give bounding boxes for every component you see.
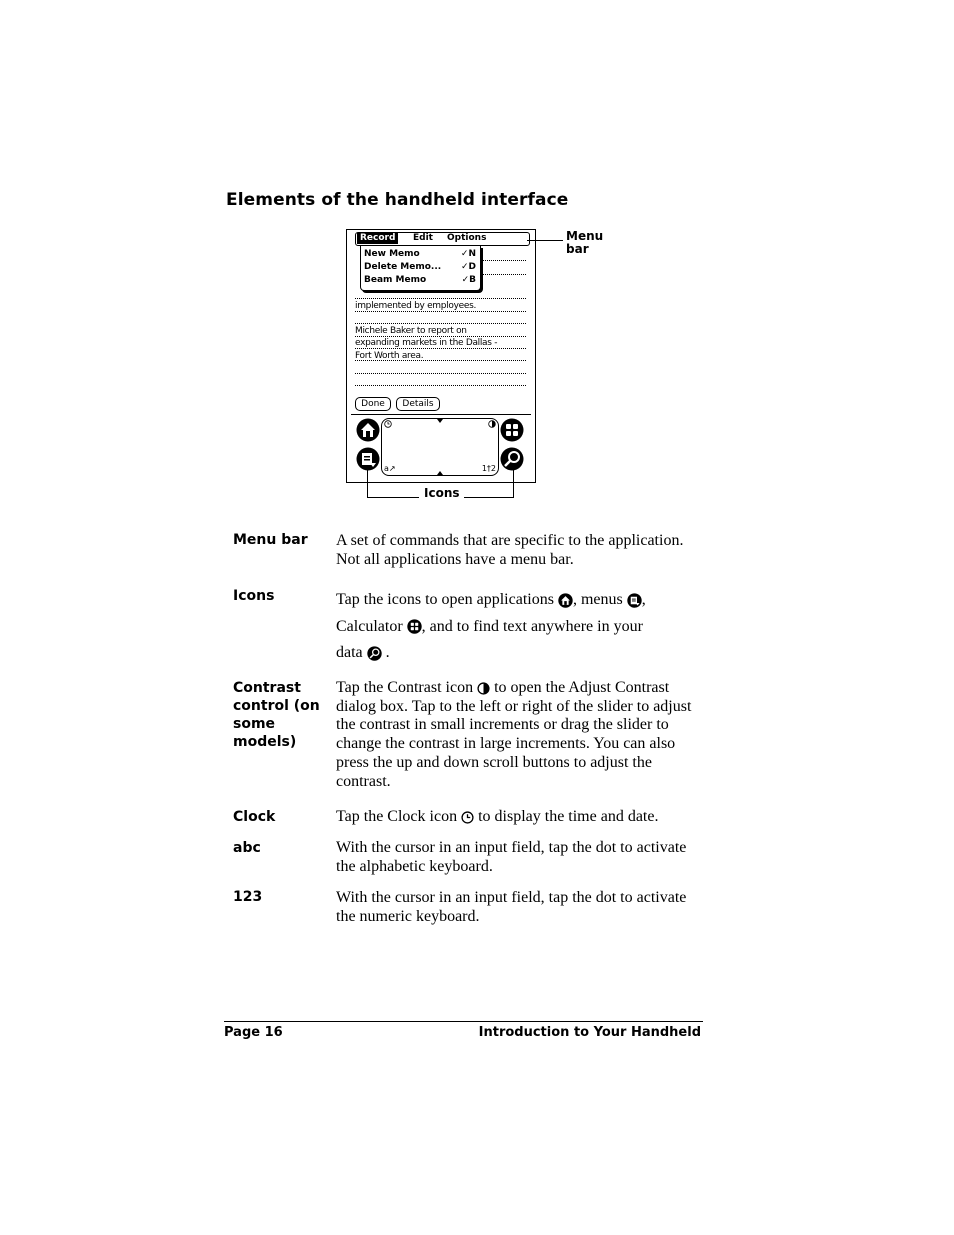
menu-item-label: New Memo bbox=[364, 249, 420, 259]
menu-icon[interactable] bbox=[356, 447, 380, 471]
done-button[interactable]: Done bbox=[355, 397, 391, 411]
desc-text: Tap the icons to open applications bbox=[336, 591, 554, 608]
graffiti-area[interactable] bbox=[381, 418, 499, 476]
abc-dot-label[interactable]: a↗ bbox=[384, 464, 396, 473]
rule-line bbox=[355, 336, 526, 337]
memo-text-line: Fort Worth area. bbox=[355, 351, 424, 361]
menu-bar-callout: Menu bar bbox=[566, 229, 604, 256]
handheld-figure bbox=[346, 229, 536, 483]
term-icons: Icons bbox=[233, 588, 275, 604]
menu-item-shortcut: ✓B bbox=[461, 275, 476, 285]
menu-bar[interactable] bbox=[355, 232, 530, 246]
menu-item-shortcut: ✓N bbox=[460, 249, 476, 259]
rule-line bbox=[355, 298, 526, 299]
calculator-icon[interactable] bbox=[500, 418, 524, 442]
handheld-screen bbox=[351, 230, 530, 413]
clock-icon[interactable] bbox=[384, 420, 392, 428]
details-button[interactable]: Details bbox=[396, 397, 440, 411]
desc-text: , bbox=[641, 591, 646, 608]
memo-text-line: expanding markets in the Dallas - bbox=[355, 338, 498, 348]
rule-line bbox=[483, 274, 526, 275]
screen-divider bbox=[351, 414, 531, 415]
desc-abc: With the cursor in an input field, tap the dot to activate the alphabetic keyboard. bbox=[336, 839, 687, 875]
footer-rule bbox=[224, 1021, 703, 1022]
desc-text: . bbox=[385, 644, 390, 661]
menu-item-label: Beam Memo bbox=[364, 275, 427, 285]
menu-record[interactable]: Record bbox=[357, 233, 398, 244]
menu-options[interactable]: Options bbox=[447, 233, 487, 243]
find-icon bbox=[367, 646, 382, 661]
term-clock: Clock bbox=[233, 809, 276, 825]
home-icon bbox=[558, 593, 573, 608]
icons-callout-line bbox=[367, 497, 419, 498]
desc-clock bbox=[336, 808, 706, 827]
icons-callout: Icons bbox=[424, 486, 460, 500]
rule-line bbox=[355, 385, 526, 386]
desc-icons bbox=[336, 587, 706, 667]
menu-item-delete-memo[interactable] bbox=[364, 261, 476, 273]
term-abc: abc bbox=[233, 840, 261, 856]
chapter-title: Introduction to Your Handheld bbox=[478, 1025, 701, 1040]
menu-item-shortcut: ✓D bbox=[460, 262, 476, 272]
desc-contrast-control bbox=[336, 679, 706, 791]
term-menu-bar: Menu bar bbox=[233, 532, 308, 548]
desc-text: data bbox=[336, 644, 363, 661]
desc-text: Tap the Contrast icon bbox=[336, 679, 474, 696]
find-icon[interactable] bbox=[500, 447, 524, 471]
desc-text: Calculator bbox=[336, 617, 403, 635]
section-heading: Elements of the handheld interface bbox=[226, 190, 569, 210]
rule-line bbox=[355, 311, 526, 312]
rule-line bbox=[355, 373, 526, 374]
clock-icon bbox=[461, 811, 474, 824]
desc-text: , and to find text anywhere in your bbox=[421, 617, 643, 635]
home-icon[interactable] bbox=[356, 418, 380, 442]
desc-text: to display the time and date. bbox=[478, 808, 659, 825]
desc-123: With the cursor in an input field, tap the dot to activate the numeric keyboard. bbox=[336, 889, 687, 925]
calculator-icon bbox=[407, 619, 422, 634]
scroll-up-icon[interactable] bbox=[437, 419, 443, 423]
rule-line bbox=[355, 348, 526, 349]
desc-text: Tap the Clock icon bbox=[336, 808, 458, 825]
icons-callout-line bbox=[513, 470, 514, 497]
menu-bar-callout-line bbox=[527, 240, 563, 241]
page-number: Page 16 bbox=[224, 1025, 283, 1040]
term-contrast-control: Contrast control (on some models) bbox=[233, 680, 320, 750]
desc-text: , menus bbox=[572, 591, 623, 608]
rule-line bbox=[355, 323, 526, 324]
menu-item-label: Delete Memo... bbox=[364, 262, 442, 272]
scroll-down-icon[interactable] bbox=[437, 471, 443, 475]
menu-item-beam-memo[interactable] bbox=[364, 274, 476, 286]
icons-callout-line bbox=[464, 497, 514, 498]
desc-menu-bar: A set of commands that are specific to the application. Not all applications have a menu bar. bbox=[336, 532, 684, 568]
record-menu-dropdown bbox=[360, 246, 481, 291]
icons-callout-line bbox=[367, 470, 368, 497]
123-dot-label[interactable]: 1†2 bbox=[481, 464, 496, 473]
rule-line bbox=[483, 260, 526, 261]
menu-edit[interactable]: Edit bbox=[413, 233, 433, 243]
memo-text-line: Michele Baker to report on bbox=[355, 326, 467, 336]
menu-icon bbox=[627, 593, 642, 608]
desc-text: to open the Adjust Contrast dialog box. Tap to the left or right of the slider to adjust the contrast in small increments or drag the slider to change the contrast in large increments. You can also press the up and down scroll buttons to adjust the contrast. bbox=[336, 679, 692, 790]
menu-item-new-memo[interactable] bbox=[364, 248, 476, 260]
contrast-icon bbox=[477, 682, 490, 695]
memo-text-line: implemented by employees. bbox=[355, 301, 477, 311]
term-123: 123 bbox=[233, 889, 263, 905]
contrast-icon[interactable] bbox=[488, 420, 496, 428]
